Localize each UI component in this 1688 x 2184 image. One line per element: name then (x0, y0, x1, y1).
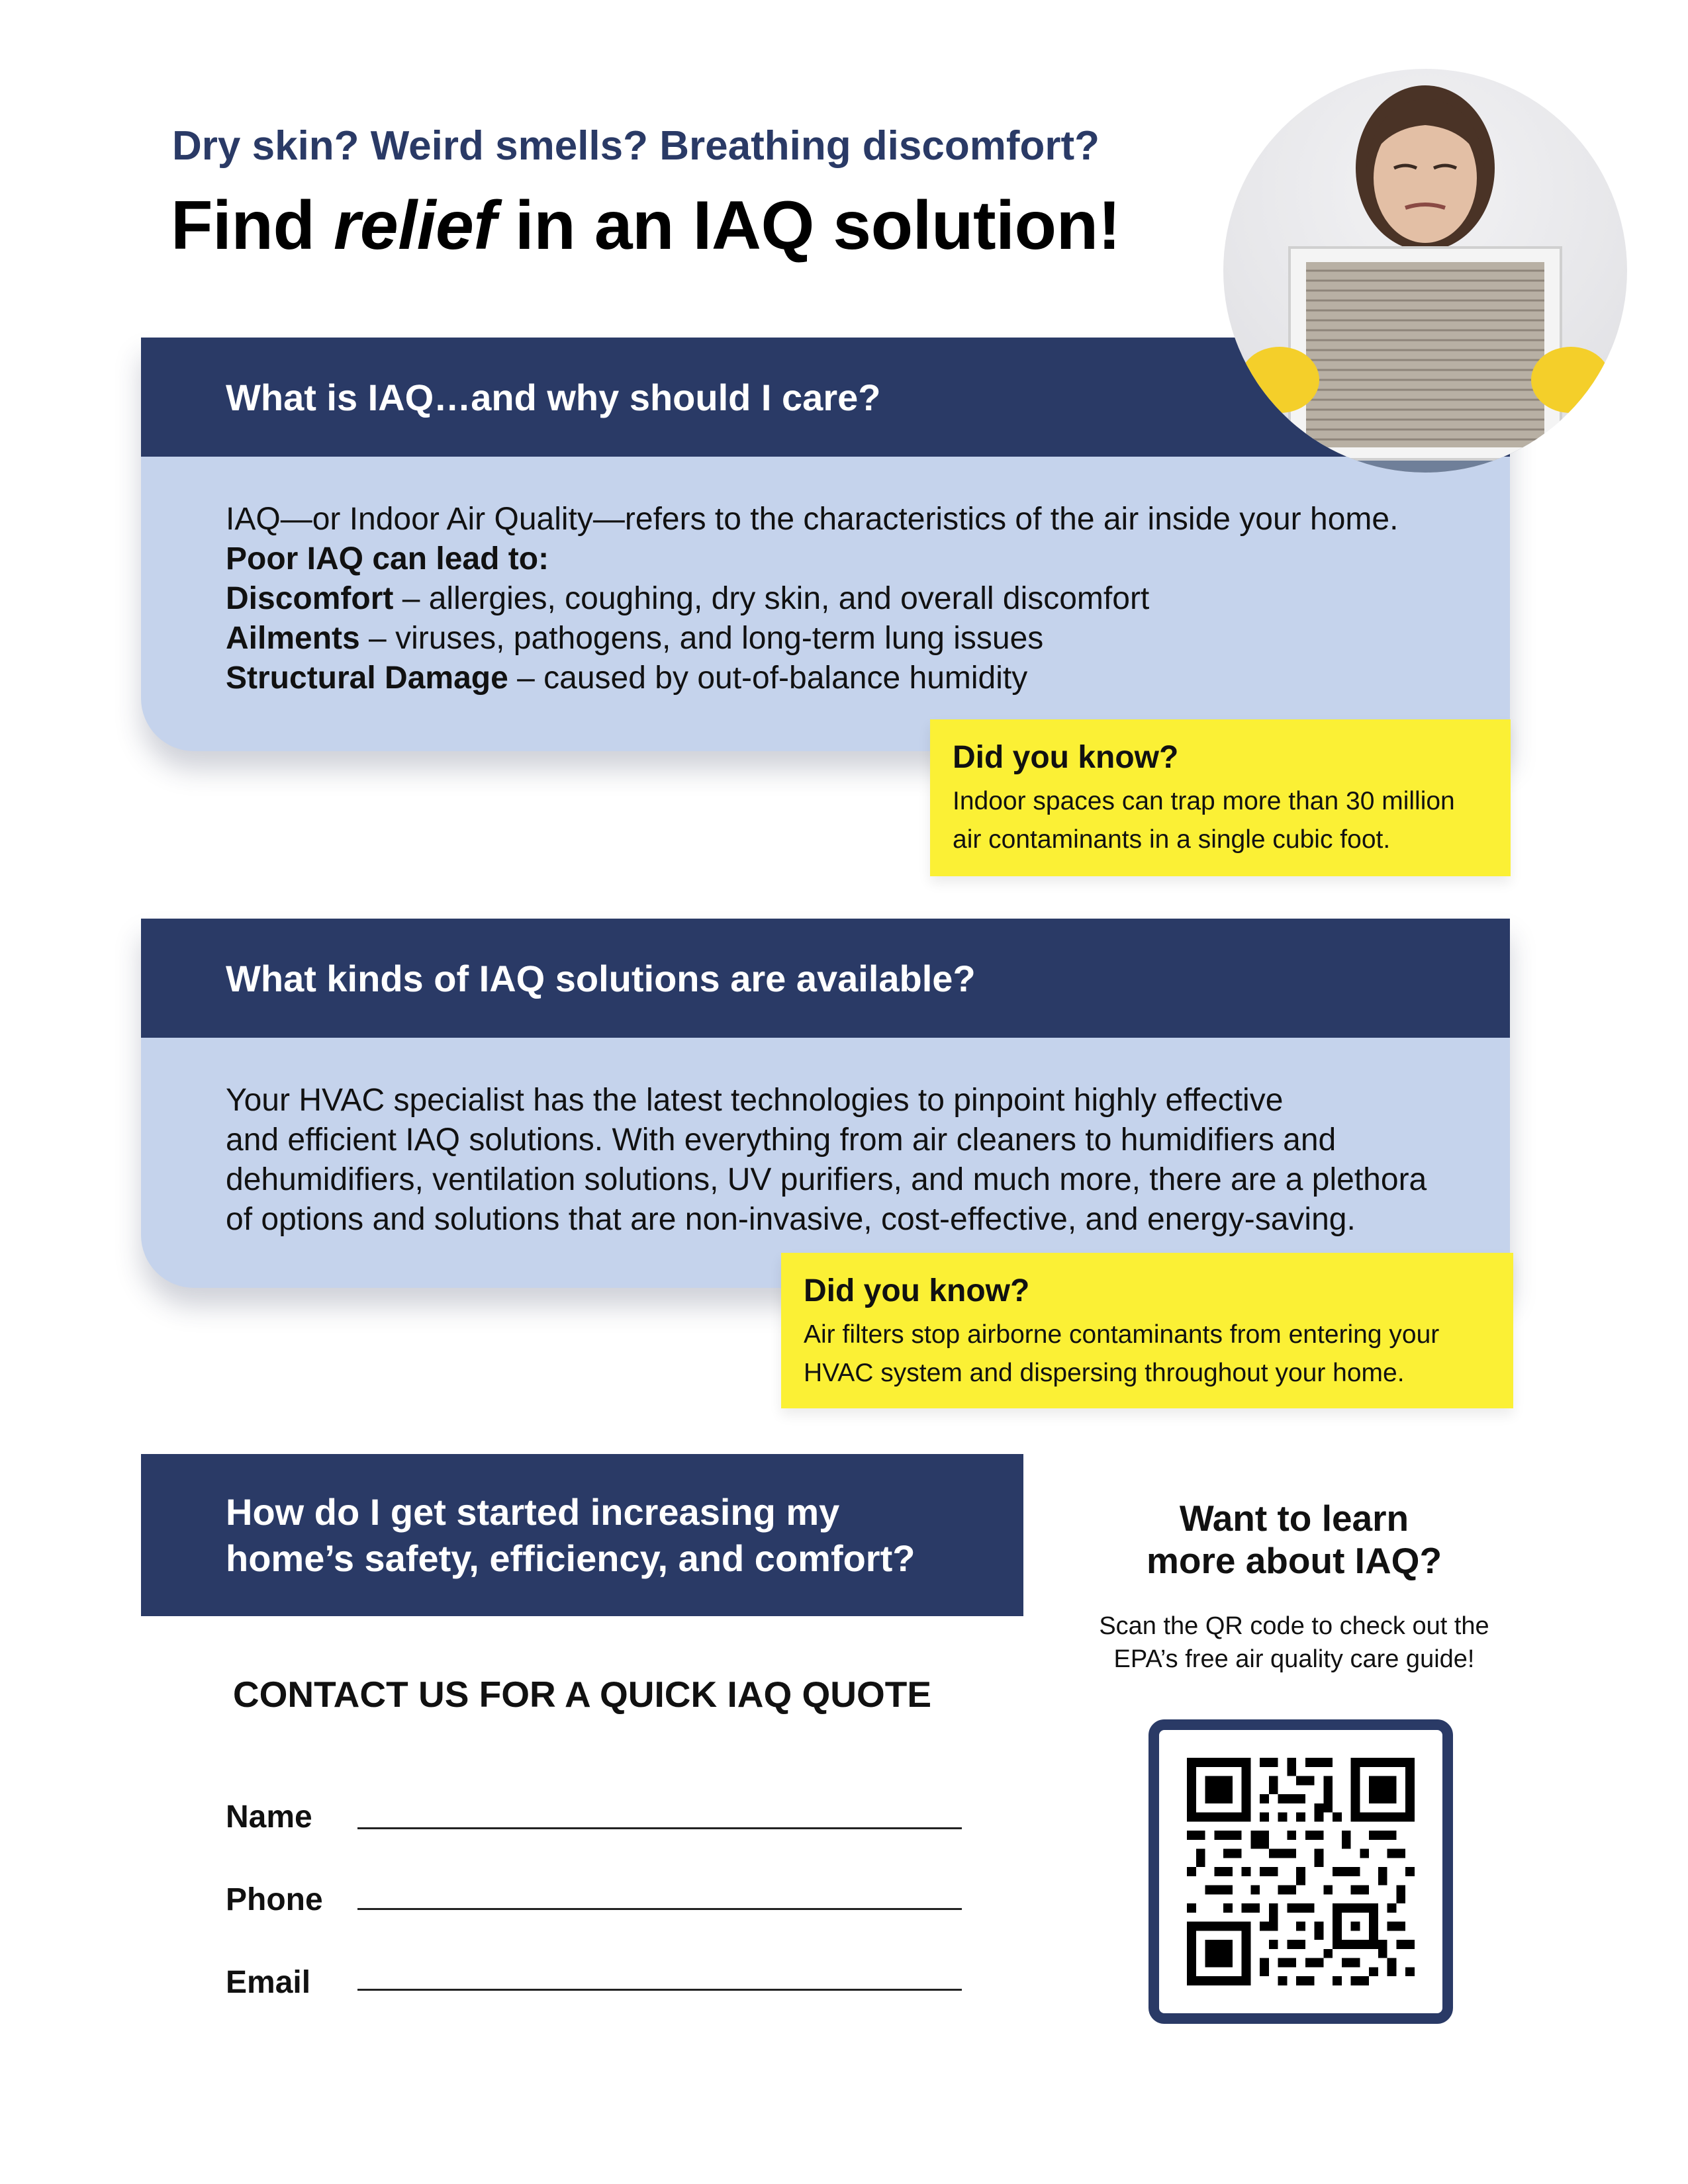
learn-more-title (1059, 1497, 1529, 1582)
learn-more-text (1059, 1610, 1529, 1676)
name-label: Name (226, 1799, 312, 1835)
did-you-know-line1-2: Air filters stop airborne contaminants from entering your (804, 1320, 1440, 1349)
qr-code-icon[interactable] (1187, 1758, 1415, 1985)
air-filter-photo-illustration (1223, 69, 1627, 473)
headline-emphasis: relief (333, 187, 496, 264)
headline-prefix: Find (171, 187, 315, 264)
page-headline (171, 187, 1121, 265)
get-started-line-1: How do I get started increasing my (226, 1490, 840, 1533)
did-you-know-box-2 (781, 1253, 1513, 1408)
solutions-line-2: and efficient IAQ solutions. With everything from air cleaners to humidifiers and (226, 1122, 1336, 1158)
solutions-line-1: Your HVAC specialist has the latest technologies to pinpoint highly effective (226, 1083, 1284, 1118)
term-structural-damage: Structural Damage (226, 660, 508, 696)
section-what-is-iaq-heading: What is IAQ…and why should I care? (141, 338, 1510, 457)
email-field[interactable] (357, 1989, 962, 1991)
term-discomfort: Discomfort (226, 581, 394, 616)
solutions-line-4: of options and solutions that are non-invasive, cost-effective, and energy-saving. (226, 1202, 1356, 1237)
list-item-discomfort (226, 579, 1398, 619)
get-started-line-2: home’s safety, efficiency, and comfort? (226, 1537, 915, 1579)
learn-more-text-line-2: EPA’s free air quality care guide! (1113, 1645, 1475, 1673)
did-you-know-title-2: Did you know? (804, 1273, 1030, 1308)
section-solutions-body (226, 1081, 1427, 1240)
phone-label: Phone (226, 1882, 323, 1917)
contact-title: CONTACT US FOR A QUICK IAQ QUOTE (232, 1674, 932, 1715)
learn-more-title-line-1: Want to learn (1179, 1498, 1409, 1539)
photo-person-holding-air-filter (1223, 69, 1627, 473)
section-solutions (141, 919, 1510, 1288)
list-item-structural-damage (226, 659, 1398, 698)
section-what-is-iaq-body (226, 500, 1398, 698)
name-field[interactable] (357, 1827, 962, 1829)
learn-more-title-line-2: more about IAQ? (1146, 1540, 1442, 1581)
iaq-intro: IAQ—or Indoor Air Quality—refers to the characteristics of the air inside your home. (226, 502, 1399, 537)
term-ailments: Ailments (226, 621, 360, 656)
desc-ailments: – viruses, pathogens, and long-term lung issues (359, 621, 1044, 656)
solutions-line-3: dehumidifiers, ventilation solutions, UV purifiers, and much more, there are a plethora (226, 1162, 1427, 1197)
list-item-ailments (226, 619, 1398, 659)
phone-field[interactable] (357, 1908, 962, 1910)
desc-structural-damage: – caused by out-of-balance humidity (508, 660, 1028, 696)
did-you-know-line1-1: Indoor spaces can trap more than 30 million (953, 787, 1455, 815)
did-you-know-line2-2: HVAC system and dispersing throughout your home. (804, 1359, 1405, 1387)
section-solutions-heading: What kinds of IAQ solutions are available? (141, 919, 1510, 1038)
qr-code-frame[interactable] (1149, 1719, 1453, 2024)
email-label: Email (226, 1965, 311, 2000)
desc-discomfort: – allergies, coughing, dry skin, and overall discomfort (393, 581, 1150, 616)
headline-suffix: in an IAQ solution! (514, 187, 1121, 264)
did-you-know-line2-1: air contaminants in a single cubic foot. (953, 825, 1391, 854)
did-you-know-title-1: Did you know? (953, 740, 1179, 775)
iaq-list-title: Poor IAQ can lead to: (226, 541, 549, 576)
did-you-know-box-1 (930, 719, 1511, 876)
learn-more-text-line-1: Scan the QR code to check out the (1099, 1612, 1489, 1640)
section-get-started-heading (141, 1454, 1023, 1616)
header-subtitle: Dry skin? Weird smells? Breathing discomfort? (172, 123, 1100, 169)
